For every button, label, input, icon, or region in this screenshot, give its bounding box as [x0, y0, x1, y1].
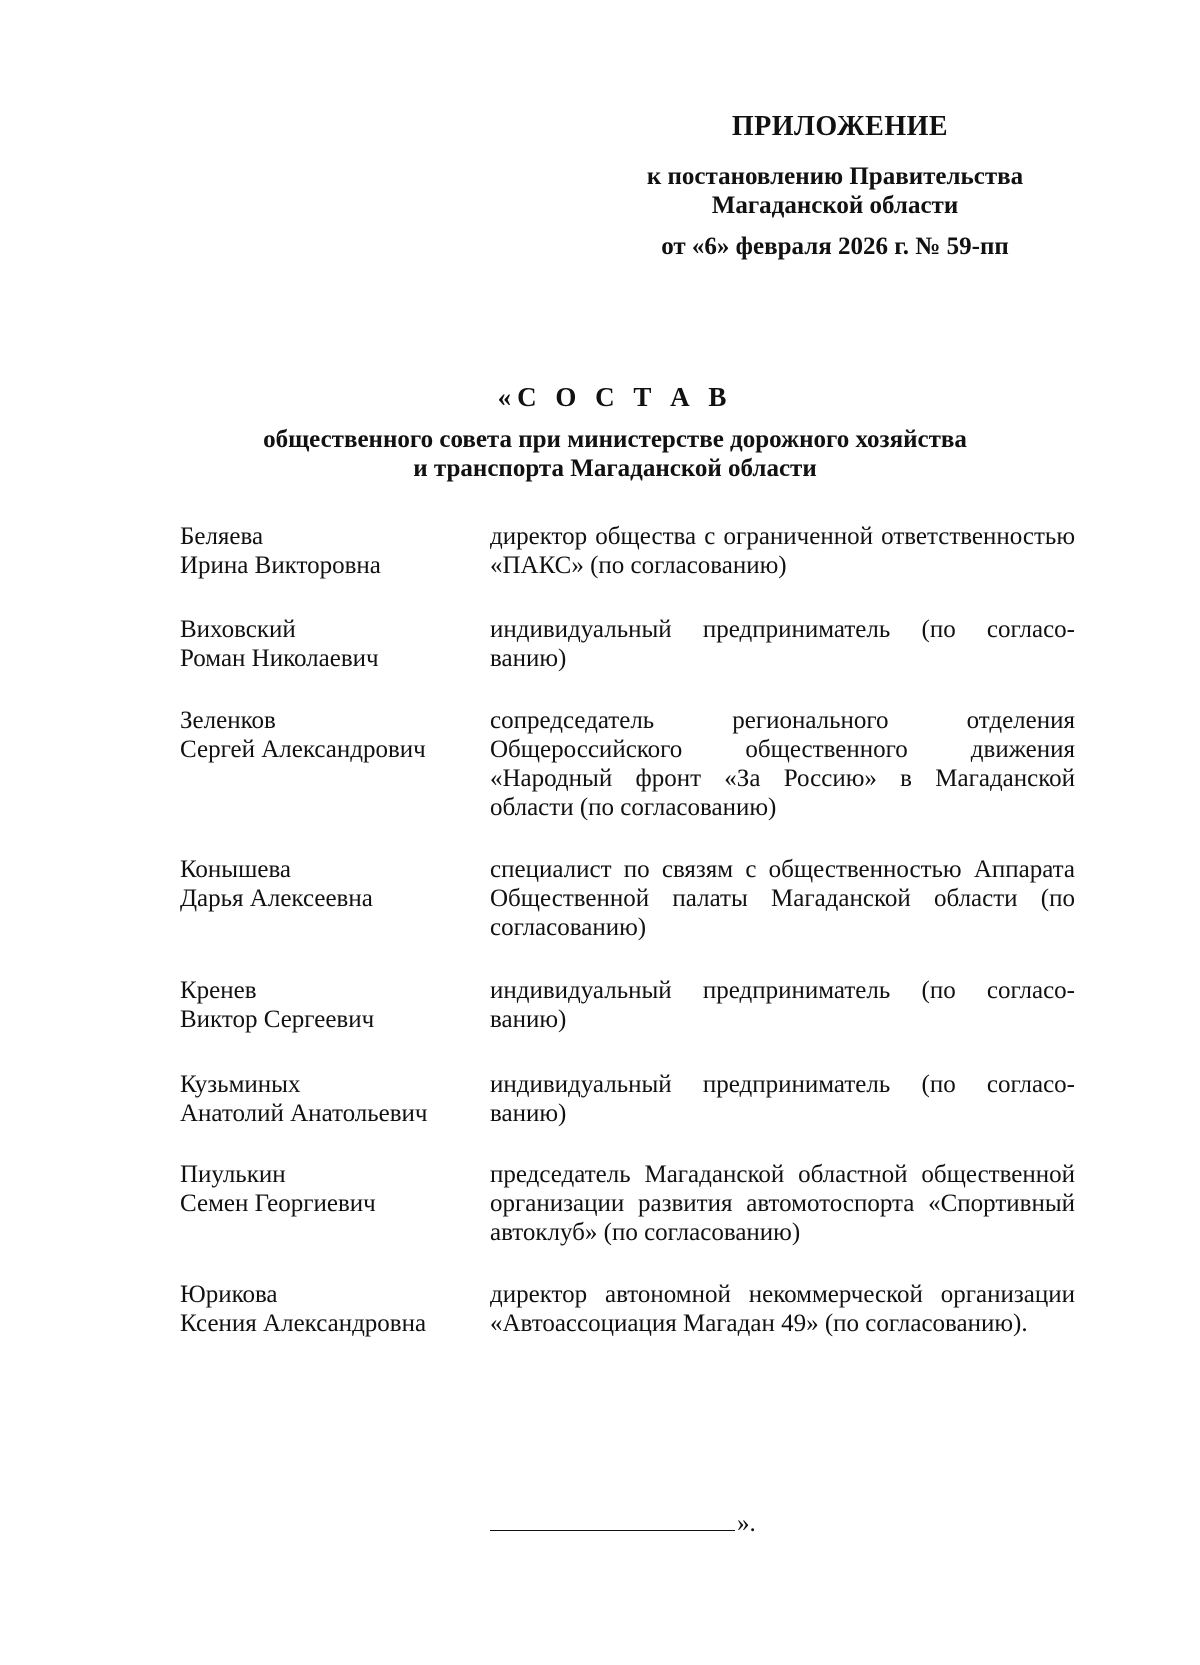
member-role: сопредседатель регионального отделения Общероссийского общественного движения «Народный фронт «За Россию» в Магаданской области (по согласованию): [490, 707, 1075, 821]
member-surname: Зеленков: [180, 707, 276, 734]
member-surname: Юрикова: [180, 1281, 278, 1308]
member-role: директор автономной некоммерческой организации «Автоассоциация Магадан 49» (по согласованию).: [490, 1281, 1075, 1337]
member-name: [180, 855, 480, 913]
member-given-names: Сергей Александрович: [180, 736, 426, 763]
member-name: [180, 522, 480, 580]
member-given-names: Виктор Сергеевич: [180, 1006, 375, 1033]
member-given-names: Роман Николаевич: [180, 645, 379, 672]
appendix-heading: ПРИЛОЖЕНИЕ: [731, 111, 949, 142]
member-role: директор общества с ограниченной ответственностью «ПАКС» (по согласованию): [490, 523, 1075, 579]
member-role: индивидуальный предприниматель (по согласо-ванию): [490, 1071, 1075, 1127]
document-subtitle: [0, 425, 1200, 483]
member-name: [180, 1160, 480, 1218]
member-name: [180, 976, 480, 1034]
member-role: индивидуальный предприниматель (по согласо-ванию): [490, 977, 1075, 1033]
closing-rule: [490, 1510, 735, 1531]
member-surname: Конышева: [180, 856, 292, 883]
member-given-names: Семен Георгиевич: [180, 1190, 376, 1217]
member-name: [180, 706, 480, 764]
closing-quote-mark: ».: [737, 1510, 756, 1537]
member-surname: Кузьминых: [180, 1071, 301, 1098]
member-surname: Кренев: [180, 977, 257, 1004]
member-role: специалист по связям с общественностью Аппарата Общественной палаты Магаданской области (по согласованию): [490, 856, 1075, 941]
appendix-region-line: Магаданской области: [711, 192, 959, 219]
member-surname: Виховский: [180, 616, 296, 643]
member-given-names: Дарья Алексеевна: [180, 885, 373, 912]
appendix-header: [610, 110, 1060, 261]
appendix-date-line: от «6» февраля 2026 г. № 59-пп: [661, 233, 1009, 260]
closing-line: [490, 1510, 756, 1538]
member-surname: Беляева: [180, 523, 264, 550]
document-subtitle-line-1: общественного совета при министерстве дорожного хозяйства: [263, 426, 967, 453]
appendix-reference-line: к постановлению Правительства: [646, 163, 1024, 190]
document-subtitle-line-2: и транспорта Магаданской области: [413, 455, 817, 482]
member-role: индивидуальный предприниматель (по согласо-ванию): [490, 616, 1075, 672]
member-name: [180, 615, 480, 673]
member-given-names: Анатолий Анатольевич: [180, 1100, 428, 1127]
member-role: председатель Магаданской областной общественной организации развития автомотоспорта «Спортивный автоклуб» (по согласованию): [490, 1161, 1075, 1246]
member-given-names: Ксения Александровна: [180, 1310, 427, 1337]
document-title: «С О С Т А В: [497, 382, 733, 412]
member-given-names: Ирина Викторовна: [180, 552, 381, 579]
member-name: [180, 1070, 480, 1128]
member-name: [180, 1280, 480, 1338]
member-surname: Пиулькин: [180, 1161, 286, 1188]
